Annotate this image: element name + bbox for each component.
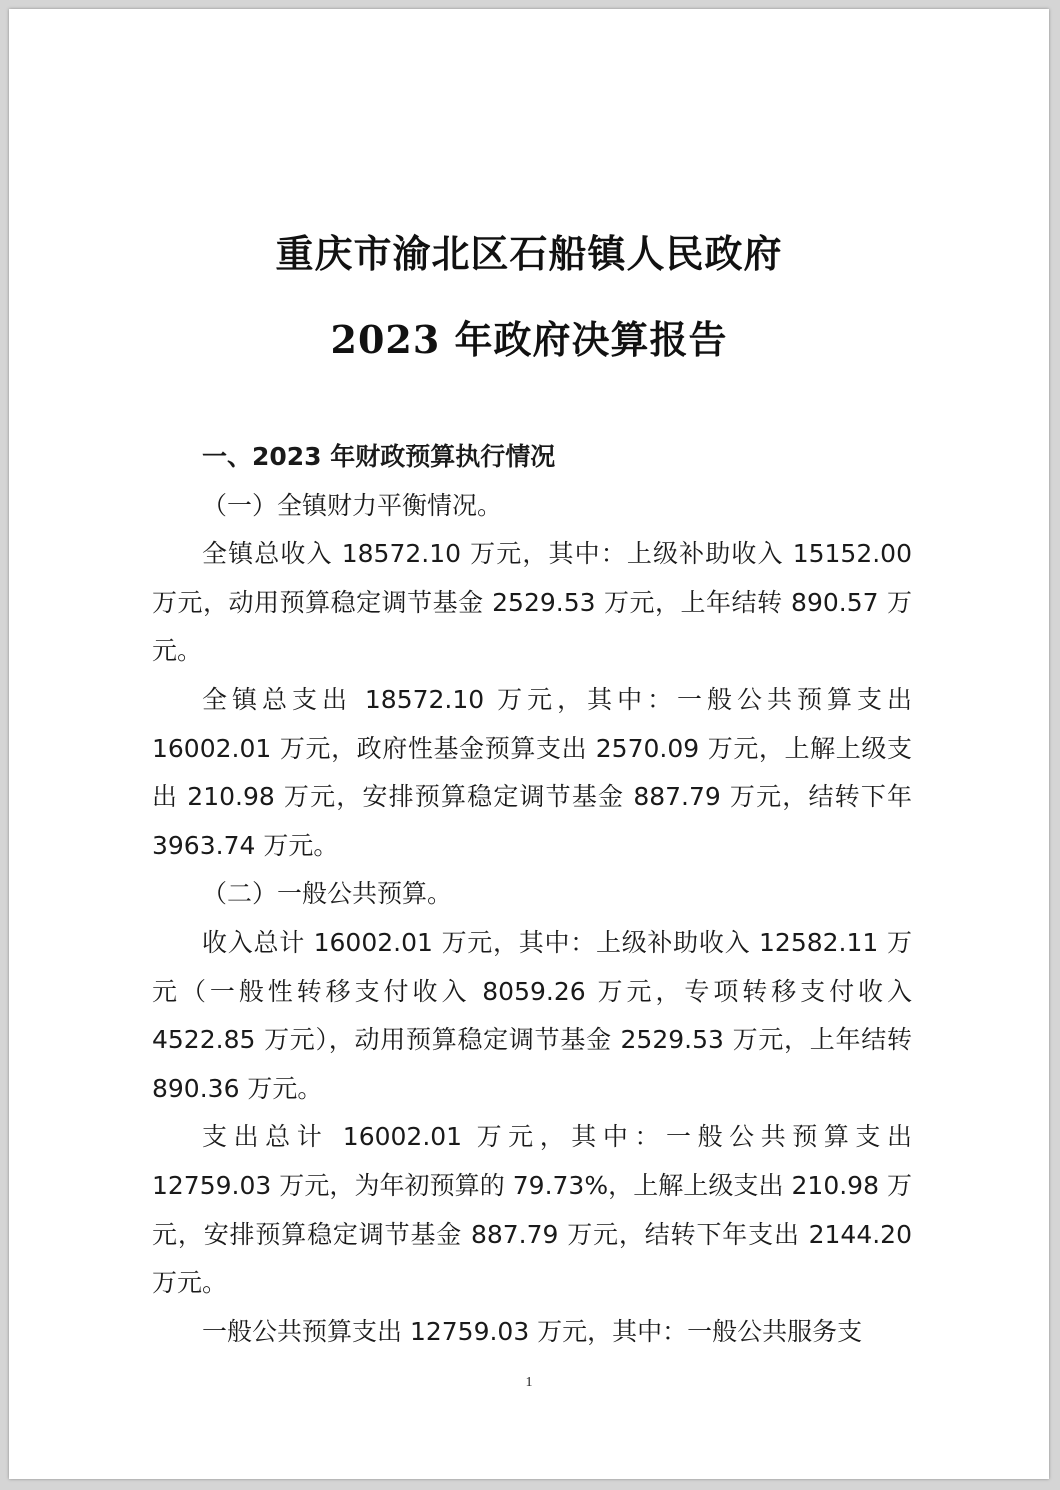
paragraph-total-income: 全镇总收入 18572.10 万元，其中：上级补助收入 15152.00 万元，动用预算稳定调节基金 2529.53 万元，上年结转 890.57 万元。 <box>152 539 912 666</box>
paragraph-total-expenditure: 全镇总支出 18572.10 万元，其中：一般公共预算支出 16002.01 万元，政府性基金预算支出 2570.09 万元，上解上级支出 210.98 万元，安排预算稳定调节基金 887.79 万元，结转下年 3963.74 万元。 <box>152 684 912 860</box>
section-heading: 一、2023 年财政预算执行情况 <box>202 442 556 471</box>
document-page <box>9 9 1049 1479</box>
page-number: 1 <box>525 1375 533 1390</box>
document-title-line2: 2023 年政府决算报告 <box>330 317 728 362</box>
subsection-heading-1: （一）全镇财力平衡情况。 <box>202 490 503 520</box>
document-title-line1: 重庆市渝北区石船镇人民政府 <box>275 231 783 276</box>
paragraph-general-income: 收入总计 16002.01 万元，其中：上级补助收入 12582.11 万元（一般性转移支付收入 8059.26 万元，专项转移支付收入 4522.85 万元），动用预算稳定调节基金 2529.53 万元，上年结转 890.36 万元。 <box>152 927 912 1103</box>
document-body <box>152 433 912 1356</box>
paragraph-general-breakdown: 一般公共预算支出 12759.03 万元，其中：一般公共服务支 <box>202 1316 863 1346</box>
paragraph-general-expenditure: 支出总计 16002.01 万元，其中：一般公共预算支出 12759.03 万元，为年初预算的 79.73%，上解上级支出 210.98 万元，安排预算稳定调节基金 887.79 万元，结转下年支出 2144.20 万元。 <box>152 1122 912 1298</box>
subsection-heading-2: （二）一般公共预算。 <box>202 879 453 909</box>
